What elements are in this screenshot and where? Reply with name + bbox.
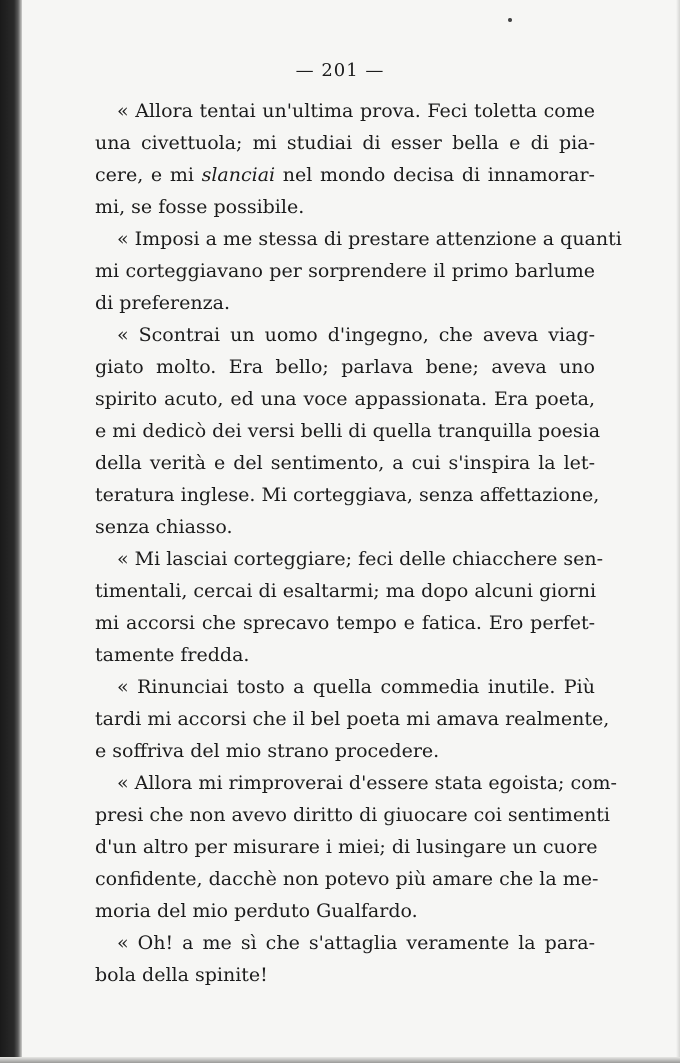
- text-line: mi accorsi che sprecavo tempo e fatica. Ero perfet-: [95, 612, 595, 634]
- text-line: tardi mi accorsi che il bel poeta mi amava realmente,: [95, 708, 610, 730]
- text-line: « Rinunciai tosto a quella commedia inutile. Più: [117, 676, 595, 698]
- text-line: « Allora tentai un'ultima prova. Feci toletta come: [117, 100, 595, 122]
- text-line: [95, 159, 595, 191]
- body-text: [95, 95, 622, 991]
- speck-mark: [508, 18, 512, 22]
- text-line: e mi dedicò dei versi belli di quella tranquilla poesia: [95, 420, 601, 442]
- text-line: « Mi lasciai corteggiare; feci delle chiacchere sen-: [117, 548, 604, 570]
- text-line: della verità e del sentimento, a cui s'inspira la let-: [95, 452, 595, 474]
- paragraph: [95, 543, 604, 671]
- paragraph: [95, 319, 601, 543]
- text-line: teratura inglese. Mi corteggiava, senza affettazione,: [95, 484, 600, 506]
- text-line: e soffriva del mio strano procedere.: [95, 740, 440, 762]
- text-line: giato molto. Era bello; parlava bene; aveva uno: [95, 356, 595, 378]
- paragraph: [95, 223, 622, 319]
- paragraph: [95, 671, 610, 767]
- text-line: « Allora mi rimproverai d'essere stata egoista; com-: [117, 772, 617, 794]
- text-line: una civettuola; mi studiai di esser bella e di pia-: [95, 132, 595, 154]
- text-segment: cere, e mi: [95, 164, 202, 186]
- text-line: mi, se fosse possibile.: [95, 196, 305, 218]
- text-line: « Scontrai un uomo d'ingegno, che aveva viag-: [117, 324, 595, 346]
- paragraph: [95, 927, 595, 991]
- text-line: confidente, dacchè non potevo più amare che la me-: [95, 868, 599, 890]
- text-line: « Imposi a me stessa di prestare attenzione a quanti: [117, 228, 622, 250]
- book-spine-shadow: [0, 0, 22, 1063]
- text-line: mi corteggiavano per sorprendere il primo barlume: [95, 260, 595, 282]
- page-number: — 201 —: [295, 60, 385, 81]
- italic-word: slanciai: [201, 164, 276, 186]
- text-line: bola della spinite!: [95, 964, 268, 986]
- text-line: timentali, cercai di esaltarmi; ma dopo alcuni giorni: [95, 580, 597, 602]
- text-line: di preferenza.: [95, 292, 230, 314]
- paragraph: [95, 95, 595, 223]
- text-line: moria del mio perduto Gualfardo.: [95, 900, 418, 922]
- text-line: tamente fredda.: [95, 644, 250, 666]
- page-right-edge: [676, 0, 680, 1063]
- text-line: spirito acuto, ed una voce appassionata. Era poeta,: [95, 388, 595, 410]
- paragraph: [95, 767, 617, 927]
- page-bottom-edge: [0, 1057, 680, 1063]
- text-line: senza chiasso.: [95, 516, 233, 538]
- text-line: d'un altro per misurare i miei; di lusingare un cuore: [95, 836, 598, 858]
- text-line: « Oh! a me sì che s'attaglia veramente la para-: [117, 932, 595, 954]
- text-segment: nel mondo decisa di innamorar-: [275, 164, 595, 186]
- text-line: presi che non avevo diritto di giuocare coi sentimenti: [95, 804, 611, 826]
